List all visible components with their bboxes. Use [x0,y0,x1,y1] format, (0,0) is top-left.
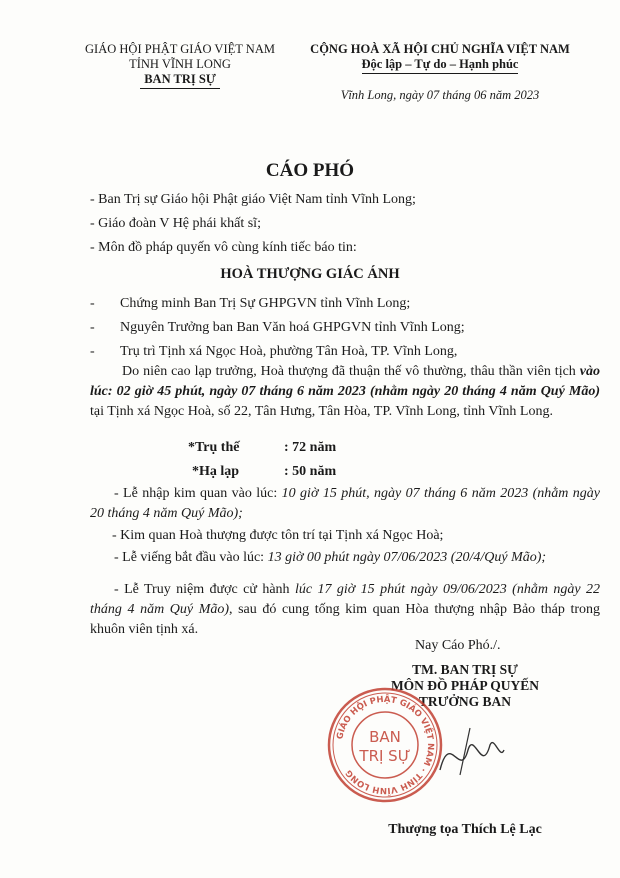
death-announcement [90,362,600,422]
seal-center-top: BAN [369,728,401,746]
ha-lap-label: *Hạ lạp [192,464,240,479]
schedule-time: 10 giờ 15 phút, ngày 07 tháng 6 năm 2023 (nhằm ngày 20 tháng 4 năm Quý Mão); [90,486,601,521]
schedule-item-coffin [90,484,600,524]
document-date: Vĩnh Long, ngày 07 tháng 06 năm 2023 [340,88,540,102]
deceased-name: HOÀ THƯỢNG GIÁC ÁNH [220,266,400,282]
seal-ring-text: GIÁO HỘI PHẬT GIÁO VIỆT NAM · TỈNH VĨNH LONG [335,694,436,796]
official-seal-stamp [325,685,445,805]
schedule-item-memorial [90,580,600,640]
signer-name: Thượng tọa Thích Lệ Lạc [388,822,542,837]
signature-line-2: MÔN ĐỒ PHÁP QUYẾN [390,678,540,693]
national-motto-block [285,42,595,74]
schedule-label: - Lễ Truy niệm được cử hành [114,582,295,597]
issuer-block [50,42,310,89]
ha-lap-row [192,462,336,482]
role-text: Chứng minh Ban Trị Sự GHPGVN tỉnh Vĩnh Long; [120,296,411,311]
schedule-label: - Lễ nhập kim quan vào lúc: [114,486,282,501]
age-value: : 72 năm [284,440,337,455]
role-item: - Chứng minh Ban Trị Sự GHPGVN tỉnh Vĩnh Long; [90,296,411,311]
intro-line-3: - Môn đồ pháp quyến vô cùng kính tiếc báo tin: [90,240,357,255]
death-text-2: tại Tịnh xá Ngọc Hoà, số 22, Tân Hưng, Tân Hòa, TP. Vĩnh Long, tỉnh Vĩnh Long. [90,404,553,419]
role-text: Trụ trì Tịnh xá Ngọc Hoà, phường Tân Hoà, TP. Vĩnh Long, [120,344,458,359]
issuer-line-1: GIÁO HỘI PHẬT GIÁO VIỆT NAM [85,42,275,56]
role-item: - Nguyên Trưởng ban Ban Văn hoá GHPGVN tỉnh Vĩnh Long; [90,320,465,335]
handwritten-signature [430,720,510,790]
schedule-item-visit [90,548,600,568]
national-motto: Độc lập – Tự do – Hạnh phúc [362,57,519,74]
issuer-line-2: TỈNH VĨNH LONG [129,57,231,71]
ha-lap-value: : 50 năm [284,464,337,479]
seal-center-bottom: TRỊ SỰ [359,747,411,765]
signature-line-1: TM. BAN TRỊ SỰ [412,662,518,677]
schedule-item-place: - Kim quan Hoà thượng được tôn trí tại Tịnh xá Ngọc Hoà; [112,528,444,543]
age-row [188,438,336,458]
role-text: Nguyên Trưởng ban Ban Văn hoá GHPGVN tỉnh Vĩnh Long; [120,320,465,335]
signature-line-3: TRƯỞNG BAN [418,694,512,709]
issuer-line-3 [50,72,310,89]
schedule-time: 13 giờ 00 phút ngày 07/06/2023 (20/4/Quý Mão); [267,550,547,565]
closing-phrase: Nay Cáo Phó./. [415,638,501,653]
intro-line-1: - Ban Trị sự Giáo hội Phật giáo Việt Nam tỉnh Vĩnh Long; [90,192,416,207]
intro-line-2: - Giáo đoàn V Hệ phái khất sĩ; [90,216,261,231]
national-title: CỘNG HOÀ XÃ HỘI CHỦ NGHĨA VIỆT NAM [310,42,570,56]
document-title: CÁO PHÓ [265,160,355,181]
schedule-text: , sau đó cung tống kim quan Hòa thượng nhập Bảo tháp trong khuôn viên tịnh xá. [90,602,600,637]
role-item: - Trụ trì Tịnh xá Ngọc Hoà, phường Tân Hoà, TP. Vĩnh Long, [90,344,458,359]
schedule-label: - Lễ viếng bắt đầu vào lúc: [114,550,268,565]
age-label: *Trụ thế [188,440,240,455]
death-time: vào lúc: 02 giờ 45 phút, ngày 07 tháng 6 năm 2023 (nhằm ngày 20 tháng 4 năm Quý Mão) [90,364,600,399]
death-text-1: Do niên cao lạp trưởng, Hoà thượng đã thuận thế vô thường, thâu thần viên tịch [122,364,580,379]
issuer-dept: BAN TRỊ SỰ [140,72,220,89]
schedule-time: lúc 17 giờ 15 phút ngày 09/06/2023 (nhằm ngày 22 tháng 4 năm Quý Mão) [90,582,600,617]
